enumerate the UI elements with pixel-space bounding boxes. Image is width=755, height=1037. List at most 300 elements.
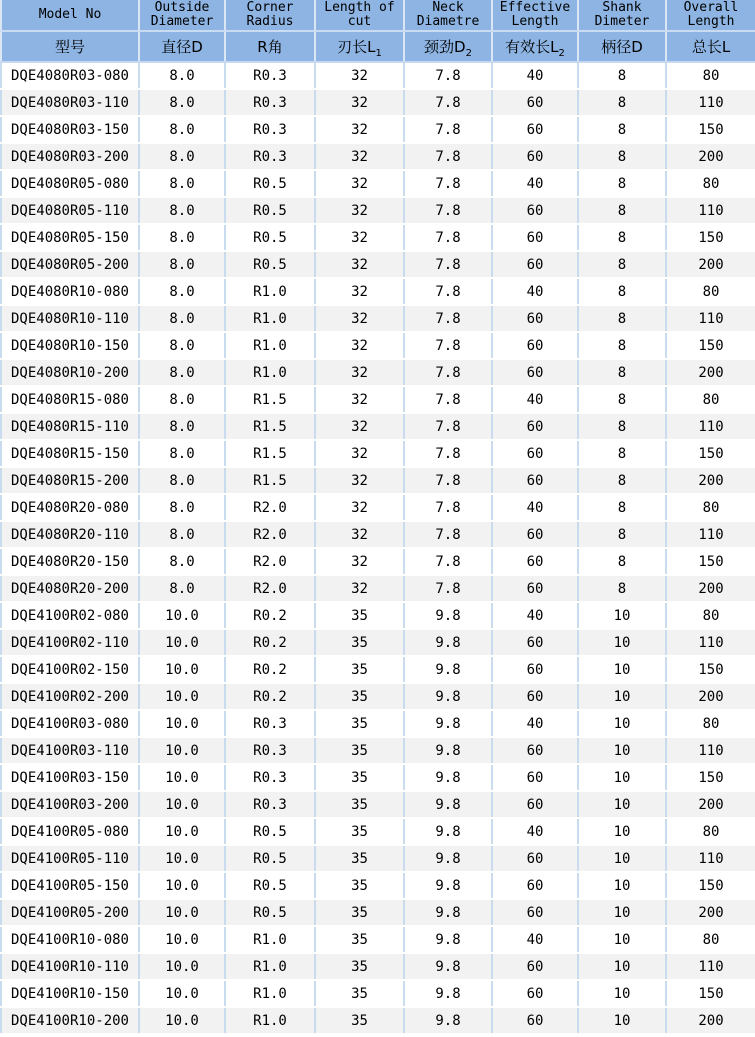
header-label: 型号	[54, 37, 85, 56]
model-no-cell: DQE4080R03-200	[1, 143, 139, 170]
model-no-cell: DQE4080R20-150	[1, 548, 139, 575]
header-shank-diameter: Shank Dimeter	[578, 0, 666, 31]
corner-radius-cell: R1.0	[225, 278, 315, 305]
length-of-cut-cell: 32	[315, 197, 404, 224]
effective-length-cell: 40	[492, 818, 578, 845]
effective-length-cell: 40	[492, 494, 578, 521]
effective-length-cell: 60	[492, 359, 578, 386]
model-no-cell: DQE4080R15-080	[1, 386, 139, 413]
shank-diameter-cell: 8	[578, 440, 666, 467]
overall-length-cell: 150	[666, 872, 755, 899]
effective-length-cell: 60	[492, 683, 578, 710]
shank-diameter-cell: 8	[578, 62, 666, 89]
overall-length-cell: 110	[666, 629, 755, 656]
model-no-cell: DQE4080R15-110	[1, 413, 139, 440]
model-no-cell: DQE4080R20-080	[1, 494, 139, 521]
model-no-cell: DQE4100R03-150	[1, 764, 139, 791]
corner-radius-cell: R1.0	[225, 332, 315, 359]
outside-diameter-cell: 10.0	[139, 872, 225, 899]
outside-diameter-cell: 8.0	[139, 494, 225, 521]
table-row	[1, 386, 755, 413]
length-of-cut-cell: 32	[315, 440, 404, 467]
table-row	[1, 656, 755, 683]
overall-length-cell: 200	[666, 1007, 755, 1034]
shank-diameter-cell: 10	[578, 899, 666, 926]
header-row-english	[1, 0, 755, 31]
length-of-cut-cell: 35	[315, 737, 404, 764]
model-no-cell: DQE4080R03-080	[1, 62, 139, 89]
shank-diameter-cell: 8	[578, 386, 666, 413]
corner-radius-cell: R0.3	[225, 89, 315, 116]
model-no-cell: DQE4080R20-200	[1, 575, 139, 602]
shank-diameter-cell: 8	[578, 278, 666, 305]
length-of-cut-cell: 32	[315, 62, 404, 89]
neck-diameter-cell: 7.8	[404, 89, 492, 116]
shank-diameter-cell: 8	[578, 251, 666, 278]
shank-diameter-cell: 10	[578, 629, 666, 656]
shank-diameter-cell: 8	[578, 359, 666, 386]
table-row	[1, 602, 755, 629]
overall-length-cell: 200	[666, 467, 755, 494]
table-row	[1, 575, 755, 602]
outside-diameter-cell: 10.0	[139, 818, 225, 845]
outside-diameter-cell: 10.0	[139, 980, 225, 1007]
outside-diameter-cell: 8.0	[139, 116, 225, 143]
effective-length-cell: 40	[492, 170, 578, 197]
length-of-cut-cell: 32	[315, 413, 404, 440]
length-of-cut-cell: 32	[315, 305, 404, 332]
outside-diameter-cell: 10.0	[139, 629, 225, 656]
corner-radius-cell: R0.2	[225, 602, 315, 629]
corner-radius-cell: R0.5	[225, 845, 315, 872]
corner-radius-cell: R0.3	[225, 737, 315, 764]
shank-diameter-cell: 10	[578, 980, 666, 1007]
outside-diameter-cell: 8.0	[139, 467, 225, 494]
outside-diameter-cell: 8.0	[139, 143, 225, 170]
header-subscript: 1	[375, 47, 382, 59]
neck-diameter-cell: 9.8	[404, 710, 492, 737]
neck-diameter-cell: 7.8	[404, 575, 492, 602]
length-of-cut-cell: 35	[315, 980, 404, 1007]
header-length-of-cut-zh	[315, 31, 404, 62]
outside-diameter-cell: 8.0	[139, 62, 225, 89]
neck-diameter-cell: 7.8	[404, 521, 492, 548]
header-label: 刃长L	[337, 37, 376, 56]
length-of-cut-cell: 35	[315, 1007, 404, 1034]
shank-diameter-cell: 8	[578, 494, 666, 521]
length-of-cut-cell: 32	[315, 332, 404, 359]
outside-diameter-cell: 10.0	[139, 764, 225, 791]
table-row	[1, 440, 755, 467]
neck-diameter-cell: 7.8	[404, 467, 492, 494]
corner-radius-cell: R0.3	[225, 143, 315, 170]
neck-diameter-cell: 9.8	[404, 1007, 492, 1034]
corner-radius-cell: R0.5	[225, 197, 315, 224]
model-no-cell: DQE4100R02-110	[1, 629, 139, 656]
effective-length-cell: 60	[492, 224, 578, 251]
length-of-cut-cell: 32	[315, 494, 404, 521]
outside-diameter-cell: 8.0	[139, 89, 225, 116]
outside-diameter-cell: 10.0	[139, 926, 225, 953]
effective-length-cell: 60	[492, 980, 578, 1007]
neck-diameter-cell: 7.8	[404, 386, 492, 413]
overall-length-cell: 200	[666, 683, 755, 710]
neck-diameter-cell: 9.8	[404, 791, 492, 818]
outside-diameter-cell: 8.0	[139, 251, 225, 278]
neck-diameter-cell: 9.8	[404, 737, 492, 764]
model-no-cell: DQE4100R10-150	[1, 980, 139, 1007]
overall-length-cell: 80	[666, 926, 755, 953]
spec-table-body	[1, 62, 755, 1034]
shank-diameter-cell: 10	[578, 872, 666, 899]
outside-diameter-cell: 10.0	[139, 602, 225, 629]
header-outside-diameter-zh	[139, 31, 225, 62]
shank-diameter-cell: 10	[578, 1007, 666, 1034]
model-no-cell: DQE4100R05-110	[1, 845, 139, 872]
outside-diameter-cell: 10.0	[139, 737, 225, 764]
header-label: 柄径D	[601, 37, 643, 56]
table-row	[1, 629, 755, 656]
length-of-cut-cell: 32	[315, 89, 404, 116]
table-row	[1, 521, 755, 548]
model-no-cell: DQE4080R10-150	[1, 332, 139, 359]
header-effective-length-zh	[492, 31, 578, 62]
overall-length-cell: 200	[666, 791, 755, 818]
overall-length-cell: 110	[666, 737, 755, 764]
outside-diameter-cell: 10.0	[139, 791, 225, 818]
overall-length-cell: 80	[666, 494, 755, 521]
outside-diameter-cell: 8.0	[139, 278, 225, 305]
corner-radius-cell: R0.3	[225, 116, 315, 143]
length-of-cut-cell: 35	[315, 872, 404, 899]
table-row	[1, 143, 755, 170]
overall-length-cell: 150	[666, 116, 755, 143]
shank-diameter-cell: 8	[578, 116, 666, 143]
length-of-cut-cell: 32	[315, 251, 404, 278]
corner-radius-cell: R1.0	[225, 305, 315, 332]
table-row	[1, 305, 755, 332]
neck-diameter-cell: 9.8	[404, 602, 492, 629]
corner-radius-cell: R1.0	[225, 359, 315, 386]
shank-diameter-cell: 8	[578, 170, 666, 197]
outside-diameter-cell: 8.0	[139, 170, 225, 197]
corner-radius-cell: R2.0	[225, 548, 315, 575]
length-of-cut-cell: 35	[315, 710, 404, 737]
overall-length-cell: 200	[666, 251, 755, 278]
neck-diameter-cell: 7.8	[404, 224, 492, 251]
effective-length-cell: 60	[492, 521, 578, 548]
model-no-cell: DQE4100R10-080	[1, 926, 139, 953]
overall-length-cell: 80	[666, 62, 755, 89]
neck-diameter-cell: 9.8	[404, 980, 492, 1007]
neck-diameter-cell: 9.8	[404, 953, 492, 980]
overall-length-cell: 80	[666, 818, 755, 845]
effective-length-cell: 60	[492, 305, 578, 332]
model-no-cell: DQE4080R05-150	[1, 224, 139, 251]
effective-length-cell: 60	[492, 575, 578, 602]
overall-length-cell: 110	[666, 953, 755, 980]
outside-diameter-cell: 10.0	[139, 683, 225, 710]
effective-length-cell: 60	[492, 467, 578, 494]
overall-length-cell: 150	[666, 980, 755, 1007]
model-no-cell: DQE4100R05-200	[1, 899, 139, 926]
table-row	[1, 62, 755, 89]
shank-diameter-cell: 8	[578, 224, 666, 251]
length-of-cut-cell: 32	[315, 359, 404, 386]
corner-radius-cell: R0.3	[225, 62, 315, 89]
corner-radius-cell: R1.5	[225, 440, 315, 467]
length-of-cut-cell: 35	[315, 629, 404, 656]
length-of-cut-cell: 32	[315, 386, 404, 413]
neck-diameter-cell: 7.8	[404, 494, 492, 521]
effective-length-cell: 60	[492, 332, 578, 359]
header-subscript: 2	[465, 47, 472, 59]
effective-length-cell: 60	[492, 899, 578, 926]
model-no-cell: DQE4100R02-150	[1, 656, 139, 683]
table-row	[1, 926, 755, 953]
neck-diameter-cell: 7.8	[404, 116, 492, 143]
length-of-cut-cell: 32	[315, 575, 404, 602]
outside-diameter-cell: 10.0	[139, 953, 225, 980]
neck-diameter-cell: 7.8	[404, 548, 492, 575]
header-label: 有效长L	[505, 37, 559, 56]
model-no-cell: DQE4080R10-200	[1, 359, 139, 386]
effective-length-cell: 40	[492, 926, 578, 953]
model-no-cell: DQE4100R05-150	[1, 872, 139, 899]
length-of-cut-cell: 35	[315, 764, 404, 791]
model-no-cell: DQE4100R03-080	[1, 710, 139, 737]
overall-length-cell: 200	[666, 143, 755, 170]
overall-length-cell: 200	[666, 575, 755, 602]
length-of-cut-cell: 35	[315, 926, 404, 953]
effective-length-cell: 40	[492, 602, 578, 629]
corner-radius-cell: R1.0	[225, 953, 315, 980]
table-row	[1, 467, 755, 494]
table-row	[1, 845, 755, 872]
header-label: R角	[257, 37, 283, 56]
neck-diameter-cell: 7.8	[404, 170, 492, 197]
outside-diameter-cell: 8.0	[139, 548, 225, 575]
corner-radius-cell: R0.5	[225, 224, 315, 251]
table-row	[1, 359, 755, 386]
header-label: 总长L	[691, 37, 731, 56]
overall-length-cell: 80	[666, 170, 755, 197]
outside-diameter-cell: 8.0	[139, 197, 225, 224]
model-no-cell: DQE4080R15-150	[1, 440, 139, 467]
corner-radius-cell: R1.0	[225, 1007, 315, 1034]
neck-diameter-cell: 7.8	[404, 332, 492, 359]
shank-diameter-cell: 8	[578, 467, 666, 494]
model-no-cell: DQE4080R05-200	[1, 251, 139, 278]
effective-length-cell: 60	[492, 1007, 578, 1034]
overall-length-cell: 150	[666, 224, 755, 251]
neck-diameter-cell: 9.8	[404, 764, 492, 791]
header-label: 颈劲D	[424, 37, 466, 56]
table-row	[1, 197, 755, 224]
neck-diameter-cell: 9.8	[404, 629, 492, 656]
neck-diameter-cell: 9.8	[404, 872, 492, 899]
effective-length-cell: 60	[492, 413, 578, 440]
overall-length-cell: 150	[666, 440, 755, 467]
shank-diameter-cell: 8	[578, 521, 666, 548]
header-corner-radius: Corner Radius	[225, 0, 315, 31]
length-of-cut-cell: 35	[315, 683, 404, 710]
model-no-cell: DQE4080R15-200	[1, 467, 139, 494]
table-row	[1, 170, 755, 197]
shank-diameter-cell: 10	[578, 845, 666, 872]
spec-table-header	[1, 0, 755, 62]
table-row	[1, 872, 755, 899]
shank-diameter-cell: 10	[578, 818, 666, 845]
effective-length-cell: 60	[492, 872, 578, 899]
neck-diameter-cell: 9.8	[404, 683, 492, 710]
model-no-cell: DQE4100R05-080	[1, 818, 139, 845]
corner-radius-cell: R0.3	[225, 791, 315, 818]
table-row	[1, 224, 755, 251]
header-model-no: Model No	[1, 0, 139, 31]
neck-diameter-cell: 7.8	[404, 197, 492, 224]
outside-diameter-cell: 10.0	[139, 899, 225, 926]
length-of-cut-cell: 32	[315, 170, 404, 197]
header-row-chinese	[1, 31, 755, 62]
overall-length-cell: 80	[666, 386, 755, 413]
header-outside-diameter: Outside Diameter	[139, 0, 225, 31]
table-row	[1, 818, 755, 845]
length-of-cut-cell: 32	[315, 143, 404, 170]
shank-diameter-cell: 8	[578, 413, 666, 440]
model-no-cell: DQE4100R10-200	[1, 1007, 139, 1034]
header-shank-diameter-zh	[578, 31, 666, 62]
length-of-cut-cell: 32	[315, 521, 404, 548]
effective-length-cell: 60	[492, 116, 578, 143]
length-of-cut-cell: 32	[315, 278, 404, 305]
table-row	[1, 683, 755, 710]
corner-radius-cell: R2.0	[225, 521, 315, 548]
corner-radius-cell: R2.0	[225, 575, 315, 602]
outside-diameter-cell: 10.0	[139, 656, 225, 683]
model-no-cell: DQE4100R03-110	[1, 737, 139, 764]
neck-diameter-cell: 9.8	[404, 656, 492, 683]
overall-length-cell: 110	[666, 413, 755, 440]
model-no-cell: DQE4080R20-110	[1, 521, 139, 548]
overall-length-cell: 200	[666, 359, 755, 386]
corner-radius-cell: R0.5	[225, 251, 315, 278]
table-row	[1, 251, 755, 278]
header-neck-diameter: Neck Diametre	[404, 0, 492, 31]
outside-diameter-cell: 8.0	[139, 359, 225, 386]
corner-radius-cell: R1.0	[225, 926, 315, 953]
outside-diameter-cell: 10.0	[139, 1007, 225, 1034]
shank-diameter-cell: 10	[578, 764, 666, 791]
shank-diameter-cell: 10	[578, 683, 666, 710]
header-label: 直径D	[161, 37, 203, 56]
overall-length-cell: 150	[666, 332, 755, 359]
table-row	[1, 791, 755, 818]
length-of-cut-cell: 35	[315, 602, 404, 629]
length-of-cut-cell: 35	[315, 818, 404, 845]
corner-radius-cell: R1.0	[225, 980, 315, 1007]
overall-length-cell: 150	[666, 764, 755, 791]
effective-length-cell: 60	[492, 629, 578, 656]
effective-length-cell: 40	[492, 386, 578, 413]
table-row	[1, 278, 755, 305]
header-length-of-cut: Length of cut	[315, 0, 404, 31]
overall-length-cell: 110	[666, 845, 755, 872]
table-row	[1, 413, 755, 440]
table-row	[1, 494, 755, 521]
table-row	[1, 980, 755, 1007]
effective-length-cell: 60	[492, 791, 578, 818]
model-no-cell: DQE4100R02-080	[1, 602, 139, 629]
outside-diameter-cell: 8.0	[139, 413, 225, 440]
corner-radius-cell: R0.5	[225, 170, 315, 197]
effective-length-cell: 60	[492, 764, 578, 791]
corner-radius-cell: R1.5	[225, 467, 315, 494]
header-overall-length: Overall Length	[666, 0, 755, 31]
table-row	[1, 116, 755, 143]
length-of-cut-cell: 35	[315, 953, 404, 980]
corner-radius-cell: R0.5	[225, 818, 315, 845]
shank-diameter-cell: 8	[578, 305, 666, 332]
outside-diameter-cell: 8.0	[139, 440, 225, 467]
length-of-cut-cell: 32	[315, 224, 404, 251]
table-row	[1, 899, 755, 926]
neck-diameter-cell: 7.8	[404, 251, 492, 278]
length-of-cut-cell: 35	[315, 656, 404, 683]
shank-diameter-cell: 8	[578, 197, 666, 224]
overall-length-cell: 110	[666, 197, 755, 224]
effective-length-cell: 60	[492, 143, 578, 170]
corner-radius-cell: R0.2	[225, 629, 315, 656]
neck-diameter-cell: 7.8	[404, 440, 492, 467]
header-corner-radius-zh	[225, 31, 315, 62]
overall-length-cell: 110	[666, 89, 755, 116]
shank-diameter-cell: 8	[578, 548, 666, 575]
shank-diameter-cell: 10	[578, 953, 666, 980]
table-row	[1, 764, 755, 791]
overall-length-cell: 150	[666, 656, 755, 683]
table-row	[1, 548, 755, 575]
length-of-cut-cell: 32	[315, 116, 404, 143]
header-neck-diameter-zh	[404, 31, 492, 62]
shank-diameter-cell: 10	[578, 656, 666, 683]
table-row	[1, 737, 755, 764]
model-no-cell: DQE4080R05-110	[1, 197, 139, 224]
effective-length-cell: 40	[492, 62, 578, 89]
corner-radius-cell: R2.0	[225, 494, 315, 521]
model-no-cell: DQE4080R10-110	[1, 305, 139, 332]
length-of-cut-cell: 35	[315, 791, 404, 818]
table-row	[1, 89, 755, 116]
shank-diameter-cell: 10	[578, 710, 666, 737]
table-row	[1, 332, 755, 359]
model-no-cell: DQE4080R05-080	[1, 170, 139, 197]
neck-diameter-cell: 7.8	[404, 62, 492, 89]
length-of-cut-cell: 32	[315, 548, 404, 575]
corner-radius-cell: R0.2	[225, 656, 315, 683]
length-of-cut-cell: 32	[315, 467, 404, 494]
outside-diameter-cell: 8.0	[139, 332, 225, 359]
shank-diameter-cell: 8	[578, 89, 666, 116]
corner-radius-cell: R1.5	[225, 386, 315, 413]
length-of-cut-cell: 35	[315, 845, 404, 872]
table-row	[1, 1007, 755, 1034]
model-no-cell: DQE4100R02-200	[1, 683, 139, 710]
neck-diameter-cell: 9.8	[404, 926, 492, 953]
neck-diameter-cell: 9.8	[404, 845, 492, 872]
header-model-no-zh	[1, 31, 139, 62]
overall-length-cell: 200	[666, 899, 755, 926]
